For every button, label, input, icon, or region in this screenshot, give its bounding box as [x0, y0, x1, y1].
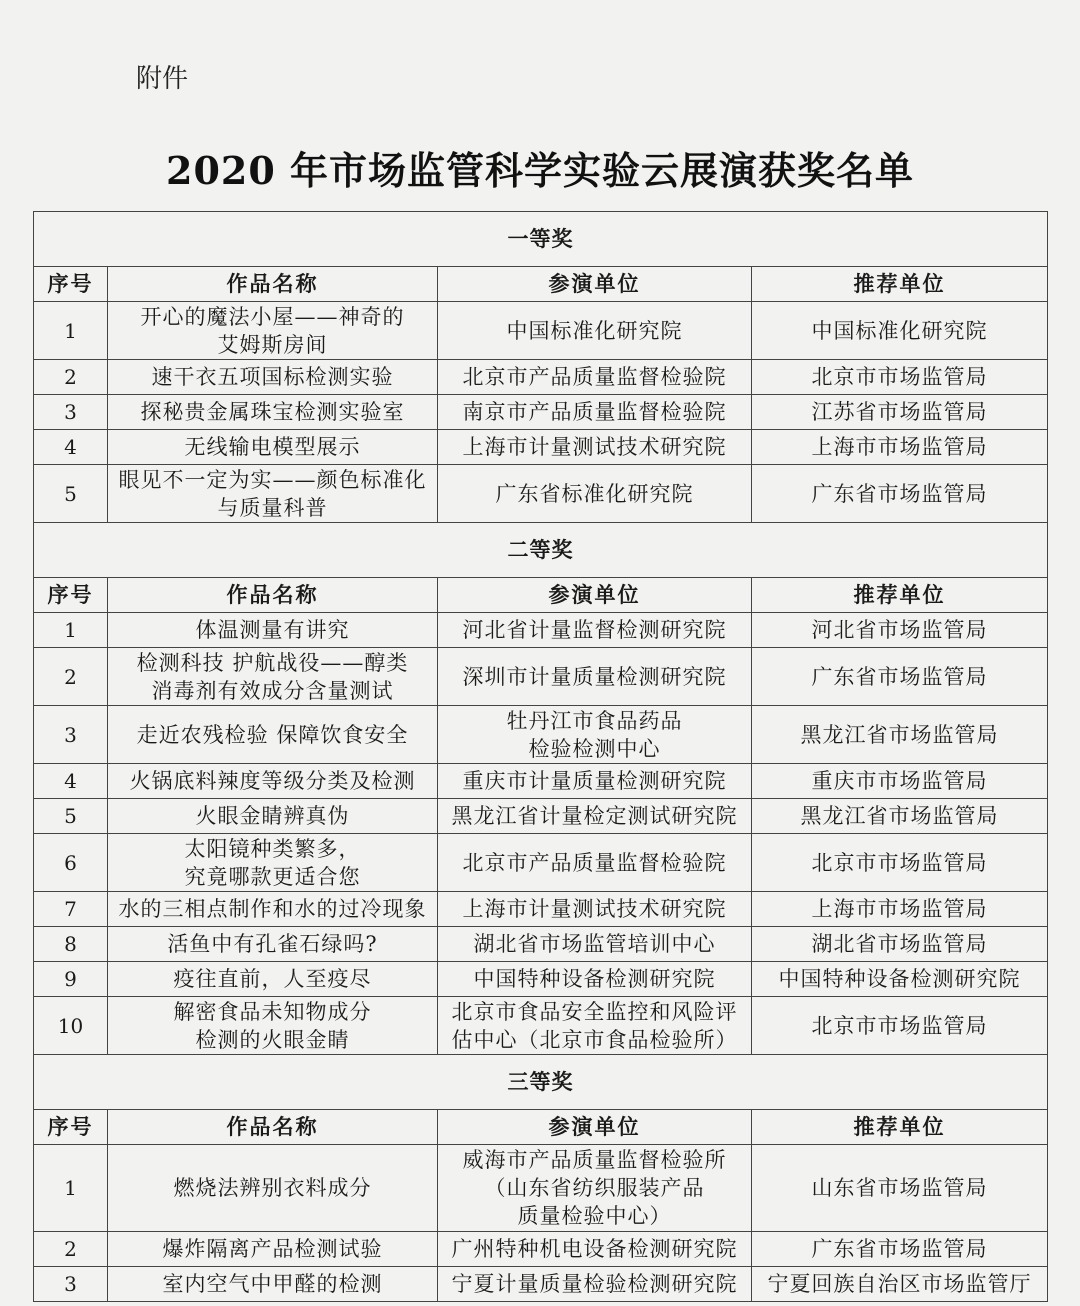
work-title-line: 疫往直前，人至疫尽: [173, 967, 372, 991]
serial-number-line: 1: [64, 1176, 77, 1200]
participating-unit: [438, 648, 752, 706]
serial-number: [34, 1267, 108, 1302]
serial-number-line: 7: [64, 897, 77, 921]
recommending-unit-line: 黑龙江省市场监管局: [800, 804, 999, 828]
recommending-unit: [752, 360, 1048, 395]
recommending-unit-line: 重庆市市场监管局: [811, 769, 988, 793]
recommending-unit-line: 江苏省市场监管局: [811, 400, 988, 424]
serial-number: [34, 927, 108, 962]
serial-number: [34, 302, 108, 360]
table-row: [34, 1267, 1048, 1302]
work-title-line: 爆炸隔离产品检测试验: [162, 1237, 383, 1261]
participating-unit: [438, 962, 752, 997]
serial-number-line: 6: [64, 850, 77, 875]
prize-heading: 一等奖: [34, 212, 1048, 267]
work-title: [108, 799, 438, 834]
serial-number: [34, 395, 108, 430]
participating-unit-line: 上海市计量测试技术研究院: [462, 435, 727, 459]
participating-unit-line: 中国特种设备检测研究院: [473, 967, 716, 991]
recommending-unit: [752, 834, 1048, 892]
serial-number-line: 1: [64, 618, 77, 642]
recommending-unit-line: 广东省市场监管局: [811, 664, 988, 689]
recommending-unit-line: 广东省市场监管局: [811, 1237, 988, 1261]
recommending-unit: [752, 706, 1048, 764]
column-header-row: [34, 267, 1048, 302]
serial-number: [34, 360, 108, 395]
table-row: [34, 613, 1048, 648]
recommending-unit: [752, 764, 1048, 799]
table-row: [34, 997, 1048, 1055]
work-title-line: 体温测量有讲究: [195, 618, 350, 642]
table-row: [34, 648, 1048, 706]
work-title-line: 检测的火眼金睛: [195, 1027, 350, 1052]
column-header-work-title: 作品名称: [108, 267, 438, 302]
participating-unit: [438, 1145, 752, 1232]
recommending-unit: [752, 997, 1048, 1055]
work-title: [108, 613, 438, 648]
recommending-unit: [752, 927, 1048, 962]
participating-unit-line: 牡丹江市食品药品: [506, 708, 683, 733]
serial-number-line: 4: [64, 769, 77, 793]
work-title: [108, 1267, 438, 1302]
serial-number: [34, 962, 108, 997]
work-title-line: 走近农残检验 保障饮食安全: [136, 722, 409, 747]
recommending-unit: [752, 648, 1048, 706]
column-header-participating-unit: 参演单位: [438, 578, 752, 613]
attachment-label: 附件: [136, 64, 189, 94]
participating-unit: [438, 764, 752, 799]
table-row: [34, 1145, 1048, 1232]
table-row: [34, 430, 1048, 465]
table-row: [34, 465, 1048, 523]
serial-number: [34, 997, 108, 1055]
work-title-line: 水的三相点制作和水的过冷现象: [118, 897, 427, 921]
work-title: [108, 1232, 438, 1267]
work-title-line: 活鱼中有孔雀石绿吗?: [167, 932, 378, 956]
participating-unit-line: 广东省标准化研究院: [495, 481, 694, 506]
serial-number-line: 3: [64, 722, 77, 747]
serial-number-line: 5: [64, 804, 77, 828]
table-row: [34, 834, 1048, 892]
recommending-unit-line: 广东省市场监管局: [811, 481, 988, 506]
recommending-unit: [752, 1267, 1048, 1302]
work-title: [108, 360, 438, 395]
work-title-line: 眼见不一定为实——颜色标准化: [118, 467, 427, 492]
participating-unit: [438, 360, 752, 395]
participating-unit: [438, 395, 752, 430]
serial-number-line: 3: [64, 1272, 77, 1296]
serial-number: [34, 1232, 108, 1267]
work-title-line: 速干衣五项国标检测实验: [151, 365, 394, 389]
recommending-unit-line: 黑龙江省市场监管局: [800, 722, 999, 747]
column-header-work-title: 作品名称: [108, 578, 438, 613]
recommending-unit-line: 宁夏回族自治区市场监管厅: [767, 1272, 1032, 1296]
participating-unit: [438, 1267, 752, 1302]
table-row: [34, 892, 1048, 927]
work-title: [108, 302, 438, 360]
participating-unit-line: 黑龙江省计量检定测试研究院: [451, 804, 738, 828]
recommending-unit-line: 北京市市场监管局: [811, 365, 988, 389]
serial-number-line: 2: [64, 365, 77, 389]
recommending-unit-line: 湖北省市场监管局: [811, 932, 988, 956]
recommending-unit: [752, 465, 1048, 523]
work-title: [108, 997, 438, 1055]
work-title: [108, 465, 438, 523]
participating-unit: [438, 430, 752, 465]
participating-unit: [438, 892, 752, 927]
recommending-unit-line: 中国标准化研究院: [811, 318, 988, 343]
table-row: [34, 962, 1048, 997]
participating-unit-line: 北京市食品安全监控和风险评: [451, 999, 738, 1024]
serial-number-line: 10: [57, 1013, 84, 1038]
participating-unit-line: 威海市产品质量监督检验所: [462, 1148, 727, 1172]
recommending-unit-line: 上海市市场监管局: [811, 435, 988, 459]
work-title: [108, 892, 438, 927]
work-title-line: 太阳镜种类繁多，: [184, 836, 361, 861]
participating-unit-line: 深圳市计量质量检测研究院: [462, 664, 727, 689]
prize-heading: 三等奖: [34, 1055, 1048, 1110]
recommending-unit: [752, 395, 1048, 430]
column-header-work-title: 作品名称: [108, 1110, 438, 1145]
table-row: [34, 1232, 1048, 1267]
participating-unit-line: 中国标准化研究院: [506, 318, 683, 343]
work-title: [108, 430, 438, 465]
participating-unit: [438, 1232, 752, 1267]
column-header-serial-number: 序号: [34, 1110, 108, 1145]
work-title-line: 解密食品未知物成分: [173, 999, 372, 1024]
participating-unit-line: 宁夏计量质量检验检测研究院: [451, 1272, 738, 1296]
serial-number: [34, 799, 108, 834]
table-row: [34, 764, 1048, 799]
participating-unit-line: （山东省纺织服装产品: [484, 1176, 705, 1200]
work-title-line: 探秘贵金属珠宝检测实验室: [140, 400, 405, 424]
work-title-line: 火眼金睛辨真伪: [195, 804, 350, 828]
recommending-unit: [752, 1232, 1048, 1267]
work-title-line: 艾姆斯房间: [217, 332, 328, 357]
table-row: [34, 799, 1048, 834]
participating-unit-line: 检验检测中心: [528, 736, 661, 761]
work-title-line: 无线输电模型展示: [184, 435, 361, 459]
participating-unit: [438, 927, 752, 962]
participating-unit: [438, 834, 752, 892]
table-row: [34, 706, 1048, 764]
work-title-line: 开心的魔法小屋——神奇的: [140, 304, 405, 329]
work-title: [108, 927, 438, 962]
column-header-serial-number: 序号: [34, 578, 108, 613]
serial-number-line: 5: [64, 481, 77, 506]
serial-number-line: 4: [64, 435, 77, 459]
serial-number: [34, 834, 108, 892]
serial-number: [34, 1145, 108, 1232]
participating-unit-line: 南京市产品质量监督检验院: [462, 400, 727, 424]
column-header-participating-unit: 参演单位: [438, 1110, 752, 1145]
serial-number: [34, 613, 108, 648]
table-row: [34, 927, 1048, 962]
column-header-row: [34, 1110, 1048, 1145]
recommending-unit: [752, 613, 1048, 648]
recommending-unit: [752, 302, 1048, 360]
serial-number-line: 9: [64, 967, 77, 991]
recommending-unit-line: 山东省市场监管局: [811, 1176, 988, 1200]
table-row: [34, 302, 1048, 360]
serial-number-line: 2: [64, 664, 77, 689]
participating-unit-line: 重庆市计量质量检测研究院: [462, 769, 727, 793]
column-header-recommending-unit: 推荐单位: [752, 578, 1048, 613]
recommending-unit: [752, 430, 1048, 465]
column-header-row: [34, 578, 1048, 613]
recommending-unit: [752, 799, 1048, 834]
participating-unit: [438, 465, 752, 523]
serial-number: [34, 892, 108, 927]
participating-unit-line: 河北省计量监督检测研究院: [462, 618, 727, 642]
serial-number: [34, 764, 108, 799]
work-title: [108, 648, 438, 706]
work-title-line: 与质量科普: [217, 495, 328, 520]
recommending-unit-line: 北京市市场监管局: [811, 850, 988, 875]
serial-number: [34, 430, 108, 465]
serial-number-line: 1: [64, 318, 77, 343]
prize-heading-row: [34, 523, 1048, 578]
serial-number: [34, 648, 108, 706]
serial-number-line: 2: [64, 1237, 77, 1261]
recommending-unit-line: 北京市市场监管局: [811, 1013, 988, 1038]
prize-heading-row: [34, 1055, 1048, 1110]
participating-unit: [438, 997, 752, 1055]
serial-number-line: 8: [64, 932, 77, 956]
table-row: [34, 395, 1048, 430]
work-title: [108, 962, 438, 997]
serial-number: [34, 706, 108, 764]
participating-unit-line: 估中心（北京市食品检验所）: [451, 1027, 738, 1052]
work-title-line: 消毒剂有效成分含量测试: [151, 678, 394, 703]
participating-unit-line: 质量检验中心）: [517, 1204, 672, 1228]
column-header-participating-unit: 参演单位: [438, 267, 752, 302]
column-header-recommending-unit: 推荐单位: [752, 267, 1048, 302]
awards-table: [33, 211, 1048, 1302]
recommending-unit-line: 上海市市场监管局: [811, 897, 988, 921]
participating-unit-line: 上海市计量测试技术研究院: [462, 897, 727, 921]
awards-table-body: [34, 212, 1048, 1302]
participating-unit-line: 北京市产品质量监督检验院: [462, 850, 727, 875]
participating-unit-line: 北京市产品质量监督检验院: [462, 365, 727, 389]
serial-number: [34, 465, 108, 523]
prize-heading-row: [34, 212, 1048, 267]
work-title: [108, 1145, 438, 1232]
participating-unit-line: 广州特种机电设备检测研究院: [451, 1237, 738, 1261]
serial-number-line: 3: [64, 400, 77, 424]
column-header-serial-number: 序号: [34, 267, 108, 302]
column-header-recommending-unit: 推荐单位: [752, 1110, 1048, 1145]
work-title: [108, 395, 438, 430]
page-title: 2020 年市场监管科学实验云展演获奖名单: [166, 148, 914, 193]
work-title: [108, 834, 438, 892]
work-title-line: 室内空气中甲醛的检测: [162, 1272, 383, 1296]
recommending-unit: [752, 1145, 1048, 1232]
participating-unit: [438, 799, 752, 834]
work-title: [108, 706, 438, 764]
recommending-unit: [752, 962, 1048, 997]
table-row: [34, 360, 1048, 395]
participating-unit: [438, 706, 752, 764]
work-title-line: 火锅底料辣度等级分类及检测: [129, 769, 416, 793]
work-title-line: 燃烧法辨别衣料成分: [173, 1176, 372, 1200]
participating-unit: [438, 302, 752, 360]
work-title-line: 检测科技 护航战役——醇类: [136, 650, 409, 675]
prize-heading: 二等奖: [34, 523, 1048, 578]
work-title: [108, 764, 438, 799]
work-title-line: 究竟哪款更适合您: [184, 864, 361, 889]
participating-unit-line: 湖北省市场监管培训中心: [473, 932, 716, 956]
participating-unit: [438, 613, 752, 648]
recommending-unit-line: 中国特种设备检测研究院: [778, 967, 1021, 991]
recommending-unit: [752, 892, 1048, 927]
recommending-unit-line: 河北省市场监管局: [811, 618, 988, 642]
